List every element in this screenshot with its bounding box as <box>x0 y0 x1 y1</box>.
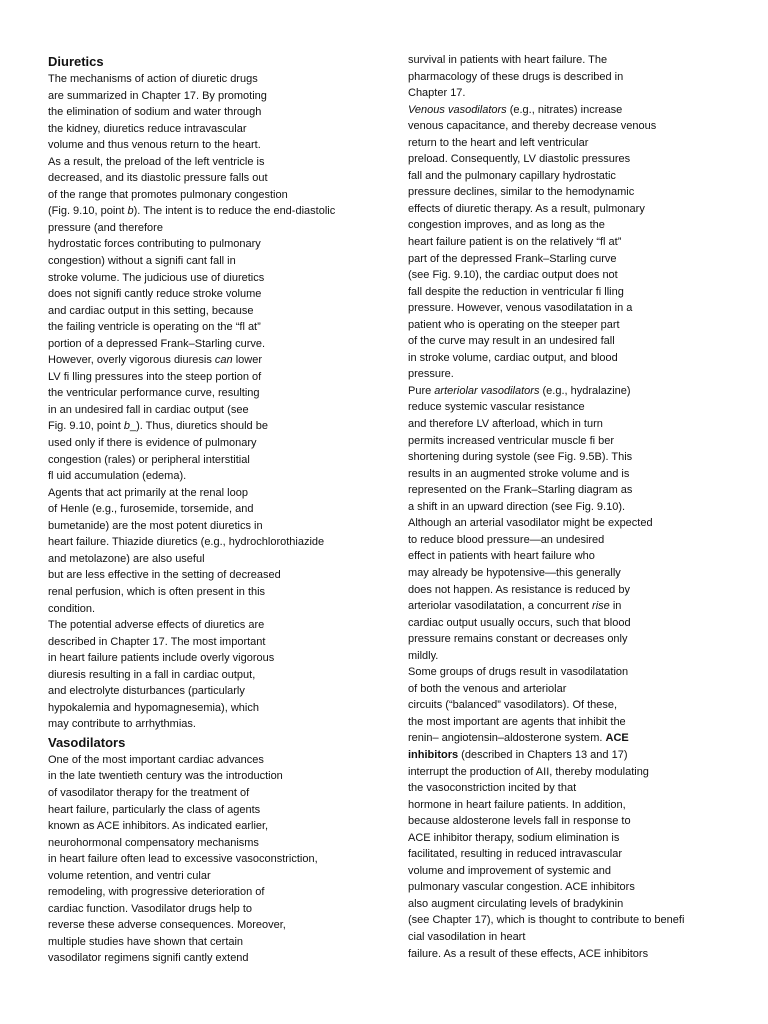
text-line <box>408 830 728 847</box>
text-line <box>48 785 388 802</box>
text-segment: congestion (rales) or peripheral interstitial <box>48 453 250 466</box>
text-segment: may already be hypotensive—this generally <box>408 566 621 579</box>
text-segment: pressure declines, similar to the hemodynamic <box>408 186 635 199</box>
text-line <box>48 270 388 287</box>
text-segment: used only if there is evidence of pulmonary <box>48 437 257 450</box>
text-segment: heart failure. Thiazide diuretics (e.g., hydrochlorothiazide <box>48 536 325 549</box>
text-line <box>408 863 728 880</box>
text-segment: heart failure, particularly the class of agents <box>48 803 261 816</box>
bold-text: ACE <box>605 732 629 745</box>
text-segment: because aldosterone levels fall in response to <box>408 815 631 828</box>
text-line <box>408 929 728 946</box>
text-line <box>408 251 728 268</box>
text-segment: condition. <box>48 602 96 615</box>
text-segment: part of the depressed Frank–Starling curve <box>408 252 617 265</box>
text-line <box>48 752 388 769</box>
text-segment: fall despite the reduction in ventricular fi lling <box>408 285 624 298</box>
text-segment: in heart failure patients include overly vigorous <box>48 652 275 665</box>
italic-text: rise <box>592 600 610 613</box>
text-line <box>408 681 728 698</box>
text-line <box>408 85 728 102</box>
text-line <box>408 631 728 648</box>
italic-text: Venous vasodilators <box>408 103 507 116</box>
text-line <box>48 802 388 819</box>
text-line <box>48 950 388 967</box>
text-line <box>48 236 388 253</box>
text-line <box>408 548 728 565</box>
text-segment: represented on the Frank–Starling diagram as <box>408 484 633 497</box>
text-line <box>48 501 388 518</box>
text-segment: Some groups of drugs result in vasodilatation <box>408 666 629 679</box>
text-line <box>408 879 728 896</box>
text-line <box>408 714 728 731</box>
text-segment: hydrostatic forces contributing to pulmonary <box>48 238 261 251</box>
text-segment: to reduce blood pressure—an undesired <box>408 533 605 546</box>
text-segment: return to the heart and left ventricular <box>408 136 589 149</box>
text-line <box>48 418 388 435</box>
text-line <box>408 201 728 218</box>
text-segment: and electrolyte disturbances (particularly <box>48 685 245 698</box>
text-segment: remodeling, with progressive deterioration of <box>48 886 265 899</box>
text-segment: vasodilator regimens signifi cantly extend <box>48 952 249 965</box>
text-segment: reduce systemic vascular resistance <box>408 401 585 414</box>
text-segment: fall and the pulmonary capillary hydrostatic <box>408 169 616 182</box>
text-line <box>48 584 388 601</box>
text-line <box>48 700 388 717</box>
text-line <box>408 267 728 284</box>
text-line <box>48 253 388 270</box>
text-segment: of both the venous and arteriolar <box>408 682 567 695</box>
text-line <box>48 901 388 918</box>
text-line <box>408 449 728 466</box>
text-segment: effects of diuretic therapy. As a result, pulmonary <box>408 202 645 215</box>
text-segment: shortening during systole (see Fig. 9.5B). This <box>408 451 633 464</box>
text-line <box>48 667 388 684</box>
text-segment: pharmacology of these drugs is described in <box>408 70 624 83</box>
text-segment: pulmonary vascular congestion. ACE inhibitors <box>408 881 635 894</box>
text-segment: and metolazone) are also useful <box>48 552 205 565</box>
text-segment: volume retention, and ventri cular <box>48 869 211 882</box>
text-segment: of the range that promotes pulmonary congestion <box>48 188 288 201</box>
text-line <box>48 917 388 934</box>
italic-text: arteriolar vasodilators <box>434 384 540 397</box>
text-line <box>408 151 728 168</box>
text-segment: described in Chapter 17. The most important <box>48 635 266 648</box>
text-segment: results in an augmented stroke volume and is <box>408 467 630 480</box>
text-segment: facilitated, resulting in reduced intravascular <box>408 848 623 861</box>
text-line <box>48 369 388 386</box>
text-line <box>408 135 728 152</box>
text-line <box>48 485 388 502</box>
text-line <box>408 747 728 764</box>
text-segment: Agents that act primarily at the renal loop <box>48 486 248 499</box>
text-segment: patient who is operating on the steeper part <box>408 318 620 331</box>
text-line <box>48 203 388 220</box>
text-segment: (see Fig. 9.10), the cardiac output does not <box>408 269 618 282</box>
text-segment: fl uid accumulation (edema). <box>48 470 187 483</box>
text-line <box>48 385 388 402</box>
text-segment: pressure (and therefore <box>48 221 163 234</box>
text-segment: effect in patients with heart failure who <box>408 550 595 563</box>
text-line <box>408 813 728 830</box>
text-line <box>48 336 388 353</box>
text-line <box>48 934 388 951</box>
text-segment: cardiac output usually occurs, such that blood <box>408 616 631 629</box>
text-segment: the vasoconstriction incited by that <box>408 782 577 795</box>
text-line <box>408 399 728 416</box>
text-segment: of the curve may result in an undesired fall <box>408 335 615 348</box>
text-line <box>408 300 728 317</box>
text-segment: Although an arterial vasodilator might be expected <box>408 517 653 530</box>
text-segment: lower <box>232 354 262 367</box>
text-segment: hormone in heart failure patients. In addition, <box>408 798 626 811</box>
text-line <box>48 170 388 187</box>
right-text-column <box>408 52 728 962</box>
text-line <box>408 697 728 714</box>
text-segment: cial vasodilation in heart <box>408 930 526 943</box>
text-line <box>48 567 388 584</box>
text-line <box>408 416 728 433</box>
text-line <box>408 466 728 483</box>
text-line <box>48 468 388 485</box>
text-segment: Vasodilators <box>48 734 126 750</box>
text-segment: (described in Chapters 13 and 17) <box>458 748 628 761</box>
text-line <box>408 780 728 797</box>
text-line <box>408 102 728 119</box>
text-line <box>408 433 728 450</box>
text-segment: the most important are agents that inhibit the <box>408 715 626 728</box>
text-segment: (e.g., nitrates) increase <box>506 103 623 116</box>
text-line <box>408 764 728 781</box>
text-line <box>408 565 728 582</box>
text-segment: renin– angiotensin–aldosterone system. <box>408 732 606 745</box>
text-segment: reverse these adverse consequences. Moreover, <box>48 919 286 932</box>
text-line <box>408 896 728 913</box>
text-line <box>408 730 728 747</box>
text-line <box>48 104 388 121</box>
text-line <box>408 946 728 963</box>
text-segment: of Henle (e.g., furosemide, torsemide, and <box>48 503 254 516</box>
text-line <box>48 868 388 885</box>
text-line <box>48 617 388 634</box>
text-line <box>48 303 388 320</box>
text-line <box>48 683 388 700</box>
text-segment: (e.g., hydralazine) <box>539 384 631 397</box>
text-segment: in the late twentieth century was the introduction <box>48 770 283 783</box>
text-line <box>408 184 728 201</box>
text-line <box>408 846 728 863</box>
text-line <box>408 383 728 400</box>
text-segment: in heart failure often lead to excessive vasoconstriction, <box>48 853 318 866</box>
text-segment: arteriolar vasodilatation, a concurrent <box>408 600 593 613</box>
text-line <box>408 168 728 185</box>
section-heading <box>48 53 388 71</box>
text-segment: the ventricular performance curve, resulting <box>48 387 260 400</box>
bold-text: inhibitors <box>408 748 459 761</box>
text-segment: The mechanisms of action of diuretic drugs <box>48 73 258 85</box>
text-segment: portion of a depressed Frank–Starling curve. <box>48 337 266 350</box>
text-line <box>408 350 728 367</box>
text-segment: However, overly vigorous diuresis <box>48 354 215 367</box>
text-line <box>48 319 388 336</box>
text-line <box>408 366 728 383</box>
text-segment: hypokalemia and hypomagnesemia), which <box>48 701 259 714</box>
text-segment: permits increased ventricular muscle fi ber <box>408 434 615 447</box>
text-segment: also augment circulating levels of bradykinin <box>408 897 624 910</box>
text-segment: interrupt the production of AII, thereby modulating <box>408 765 649 778</box>
text-segment: _). Thus, diuretics should be <box>129 420 268 433</box>
italic-text: b <box>123 420 130 433</box>
text-segment: pressure remains constant or decreases only <box>408 633 628 646</box>
text-segment: congestion) without a signifi cant fall in <box>48 255 236 268</box>
text-segment: volume and improvement of systemic and <box>408 864 611 877</box>
text-line <box>48 352 388 369</box>
text-segment: Chapter 17. <box>408 87 466 100</box>
text-segment: circuits (“balanced” vasodilators). Of these, <box>408 699 618 712</box>
text-line <box>48 835 388 852</box>
text-line <box>408 912 728 929</box>
text-segment: LV fi lling pressures into the steep portion of <box>48 370 262 383</box>
text-segment: (see Chapter 17), which is thought to contribute to benefi <box>408 914 685 927</box>
text-segment: congestion improves, and as long as the <box>408 219 605 232</box>
text-segment: the elimination of sodium and water through <box>48 106 262 119</box>
text-segment: does not happen. As resistance is reduced by <box>408 583 630 596</box>
text-segment: bumetanide) are the most potent diuretics in <box>48 519 263 532</box>
text-line <box>48 220 388 237</box>
text-segment: survival in patients with heart failure. The <box>408 54 608 66</box>
section-heading <box>48 734 388 752</box>
text-line <box>408 52 728 69</box>
text-line <box>48 71 388 88</box>
left-text-column <box>48 52 388 967</box>
text-segment: One of the most important cardiac advances <box>48 753 264 766</box>
text-line <box>408 118 728 135</box>
text-line <box>48 137 388 154</box>
text-segment: stroke volume. The judicious use of diuretics <box>48 271 265 284</box>
text-segment: mildly. <box>408 649 439 662</box>
text-segment: a shift in an upward direction (see Fig. 9.10). <box>408 500 626 513</box>
text-segment: decreased, and its diastolic pressure falls out <box>48 172 268 185</box>
text-line <box>48 121 388 138</box>
text-line <box>48 884 388 901</box>
text-line <box>408 333 728 350</box>
text-line <box>48 716 388 733</box>
text-line <box>408 664 728 681</box>
text-line <box>48 518 388 535</box>
text-line <box>408 234 728 251</box>
text-segment: but are less effective in the setting of decreased <box>48 569 281 582</box>
text-segment: preload. Consequently, LV diastolic pressures <box>408 153 631 166</box>
text-segment: known as ACE inhibitors. As indicated earlier, <box>48 820 269 833</box>
text-segment: heart failure patient is on the relatively “fl at” <box>408 236 622 249</box>
text-line <box>48 435 388 452</box>
text-line <box>48 88 388 105</box>
text-segment: and cardiac output in this setting, because <box>48 304 254 317</box>
text-line <box>48 601 388 618</box>
text-segment: are summarized in Chapter 17. By promoting <box>48 89 267 102</box>
text-segment: pressure. <box>408 368 454 381</box>
italic-text: can <box>214 354 233 367</box>
text-segment: pressure. However, venous vasodilatation in a <box>408 302 633 315</box>
text-line <box>48 551 388 568</box>
text-line <box>408 532 728 549</box>
text-line <box>408 598 728 615</box>
text-segment: in stroke volume, cardiac output, and blood <box>408 351 618 364</box>
text-segment: neurohormonal compensatory mechanisms <box>48 836 259 849</box>
text-line <box>48 187 388 204</box>
text-segment: cardiac function. Vasodilator drugs help to <box>48 902 253 915</box>
text-line <box>408 317 728 334</box>
text-line <box>48 154 388 171</box>
text-line <box>408 217 728 234</box>
text-segment: the failing ventricle is operating on the “fl at” <box>48 321 261 334</box>
text-line <box>48 286 388 303</box>
italic-text: b <box>127 205 134 218</box>
text-segment: ). The intent is to reduce the end-diastolic <box>133 205 336 218</box>
text-segment: in an undesired fall in cardiac output (see <box>48 403 249 416</box>
text-line <box>408 648 728 665</box>
text-line <box>408 582 728 599</box>
text-line <box>48 634 388 651</box>
text-segment: renal perfusion, which is often present in this <box>48 585 266 598</box>
text-line <box>408 499 728 516</box>
text-segment: The potential adverse effects of diuretics are <box>48 619 265 632</box>
text-segment: and therefore LV afterload, which in turn <box>408 418 603 431</box>
text-segment: Pure <box>408 384 435 397</box>
text-segment: diuresis resulting in a fall in cardiac output, <box>48 668 256 681</box>
text-segment: may contribute to arrhythmias. <box>48 718 196 731</box>
text-line <box>408 797 728 814</box>
text-segment: the kidney, diuretics reduce intravascular <box>48 122 247 135</box>
text-line <box>48 851 388 868</box>
text-segment: venous capacitance, and thereby decrease venous <box>408 120 657 133</box>
text-segment: in <box>609 600 622 613</box>
text-segment: does not signifi cantly reduce stroke volume <box>48 288 262 301</box>
text-segment: failure. As a result of these effects, ACE inhibitors <box>408 947 649 960</box>
text-line <box>48 818 388 835</box>
text-line <box>408 615 728 632</box>
text-segment: multiple studies have shown that certain <box>48 935 244 948</box>
text-line <box>48 650 388 667</box>
text-line <box>48 402 388 419</box>
text-line <box>408 482 728 499</box>
text-line <box>48 534 388 551</box>
text-segment: Diuretics <box>48 54 104 69</box>
text-line <box>408 515 728 532</box>
text-segment: of vasodilator therapy for the treatment of <box>48 786 250 799</box>
text-line <box>408 284 728 301</box>
text-line <box>48 452 388 469</box>
text-segment: volume and thus venous return to the heart. <box>48 139 261 152</box>
text-line <box>48 768 388 785</box>
text-segment: (Fig. 9.10, point <box>48 205 128 218</box>
text-segment: ACE inhibitor therapy, sodium elimination is <box>408 831 620 844</box>
text-line <box>408 69 728 86</box>
text-segment: As a result, the preload of the left ventricle is <box>48 155 265 168</box>
text-segment: Fig. 9.10, point <box>48 420 124 433</box>
